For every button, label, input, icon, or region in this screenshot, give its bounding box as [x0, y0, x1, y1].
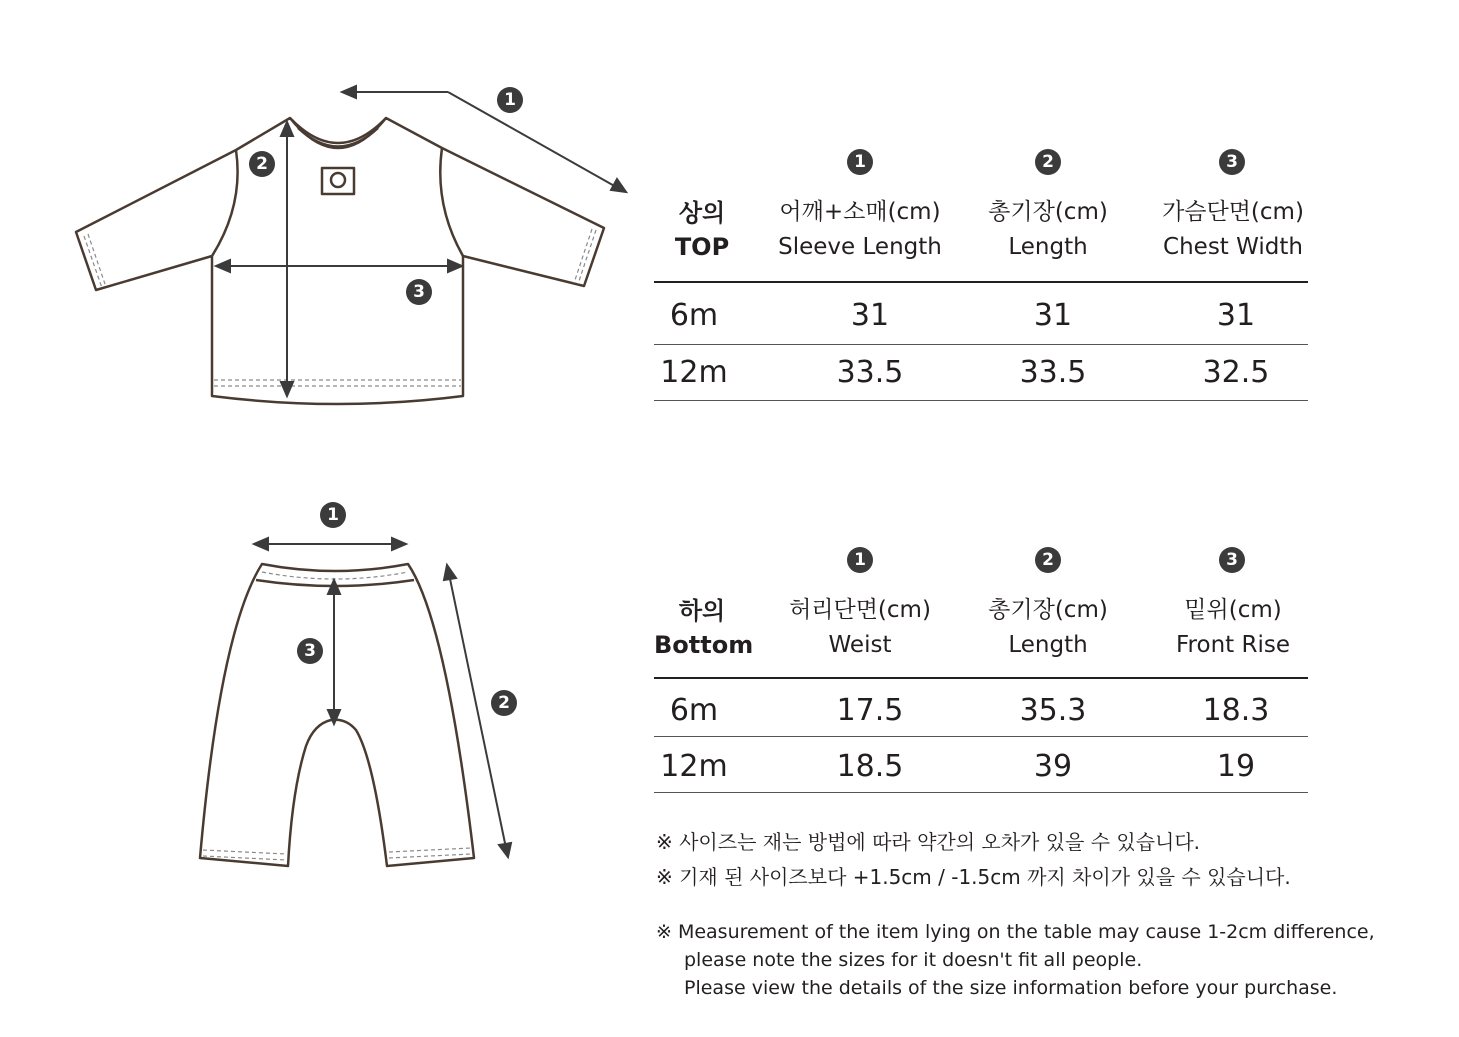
top-label-ko: 상의: [678, 199, 726, 227]
bottom-col3-badge: 3: [1219, 547, 1245, 573]
top-col3-en: Chest Width: [1163, 234, 1303, 260]
top-badge-3: 3: [406, 279, 432, 305]
bottom-col3-ko: 밑위(cm): [1184, 597, 1282, 623]
top-garment-svg: [60, 70, 650, 430]
table-cell: 33.5: [1019, 355, 1087, 390]
bottom-badge-1: 1: [320, 502, 346, 528]
bottom-col1-badge: 1: [847, 547, 873, 573]
table-cell: 39: [1033, 749, 1073, 784]
top-col3-badge: 3: [1219, 149, 1245, 175]
top-col2-badge: 2: [1035, 149, 1061, 175]
table-cell: 19: [1216, 749, 1256, 784]
bottom-col2-en: Length: [1008, 632, 1088, 658]
size-label: 6m: [669, 693, 719, 728]
top-badge-1: 1: [497, 87, 523, 113]
row-divider: [654, 792, 1308, 793]
top-header-rule: [654, 281, 1308, 283]
size-label: 12m: [660, 355, 728, 390]
top-illustration: [60, 70, 650, 430]
table-cell: 33.5: [836, 355, 904, 390]
top-label-en: TOP: [674, 233, 730, 261]
table-cell: 18.5: [836, 749, 904, 784]
row-divider: [654, 400, 1308, 401]
table-cell: 31: [850, 298, 890, 333]
bottom-badge-2: 2: [491, 690, 517, 716]
note-en-3: Please view the details of the size information before your purchase.: [684, 977, 1338, 999]
bottom-col1-en: Weist: [828, 632, 892, 658]
bottom-label-ko: 하의: [678, 597, 726, 625]
note-ko-2: ※ 기재 된 사이즈보다 +1.5cm / -1.5cm 까지 차이가 있을 수 있습니다.: [656, 865, 1291, 889]
table-cell: 18.3: [1202, 693, 1270, 728]
table-cell: 31: [1033, 298, 1073, 333]
top-col2-en: Length: [1008, 234, 1088, 260]
note-en-2: please note the sizes for it doesn't fit all people.: [684, 949, 1143, 971]
bottom-size-table: [654, 538, 1308, 798]
bottom-garment-svg: [190, 495, 530, 880]
bottom-col2-ko: 총기장(cm): [988, 597, 1108, 623]
bottom-label-en: Bottom: [654, 631, 754, 659]
bottom-col2-badge: 2: [1035, 547, 1061, 573]
bottom-col3-en: Front Rise: [1176, 632, 1290, 658]
note-ko-1: ※ 사이즈는 재는 방법에 따라 약간의 오차가 있을 수 있습니다.: [656, 830, 1201, 854]
top-col2-ko: 총기장(cm): [988, 199, 1108, 225]
top-badge-2: 2: [249, 151, 275, 177]
note-en-1: ※ Measurement of the item lying on the table may cause 1-2cm difference,: [656, 921, 1375, 943]
table-cell: 31: [1216, 298, 1256, 333]
bottom-header-rule: [654, 677, 1308, 679]
top-col1-en: Sleeve Length: [778, 234, 942, 260]
top-size-table: [654, 140, 1308, 405]
bottom-col1-ko: 허리단면(cm): [789, 597, 931, 623]
table-cell: 32.5: [1202, 355, 1270, 390]
size-label: 6m: [669, 298, 719, 333]
bottom-illustration: [190, 495, 530, 880]
top-col1-ko: 어깨+소매(cm): [779, 199, 941, 225]
table-cell: 35.3: [1019, 693, 1087, 728]
bottom-badge-3: 3: [297, 638, 323, 664]
row-divider: [654, 736, 1308, 737]
top-col1-badge: 1: [847, 149, 873, 175]
size-label: 12m: [660, 749, 728, 784]
top-col3-ko: 가슴단면(cm): [1162, 199, 1304, 225]
row-divider: [654, 344, 1308, 345]
table-cell: 17.5: [836, 693, 904, 728]
